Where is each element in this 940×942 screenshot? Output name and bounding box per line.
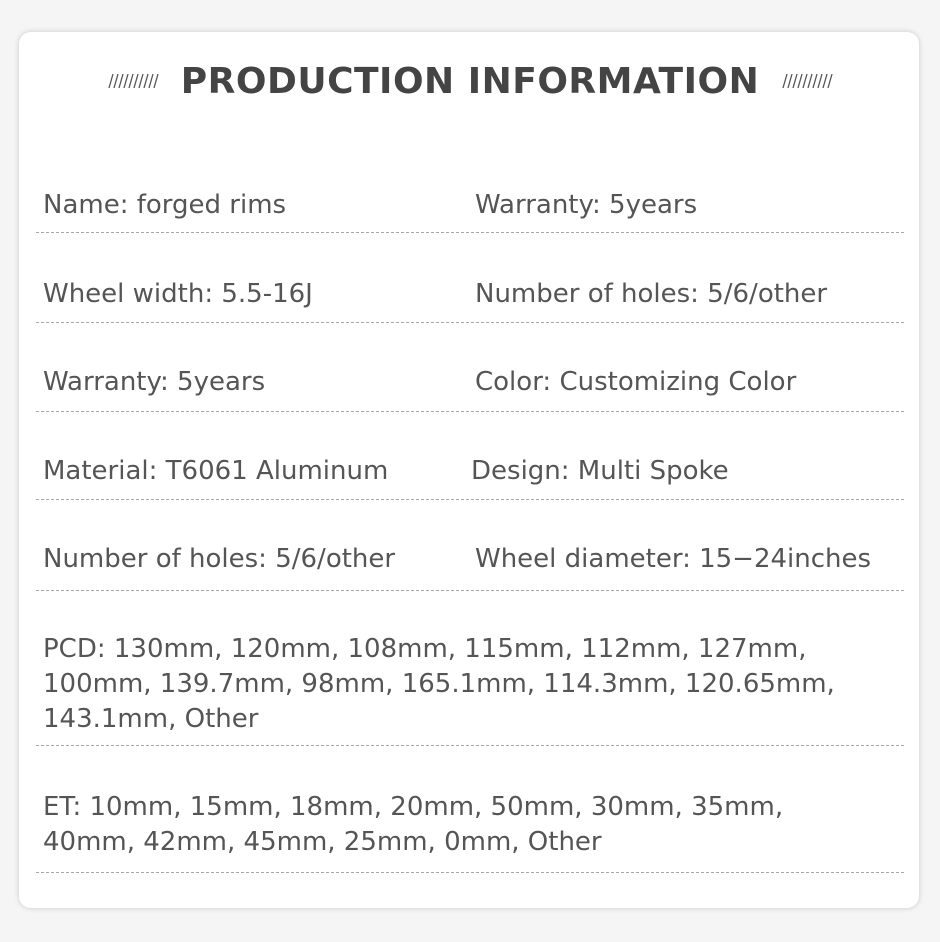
page-title: PRODUCTION INFORMATION (180, 60, 760, 102)
spec-warranty: Warranty: 5years (475, 190, 698, 220)
spec-design: Design: Multi Spoke (471, 456, 729, 486)
spec-wheel-diameter: Wheel diameter: 15−24inches (475, 544, 872, 574)
spec-pcd-line: PCD: 130mm, 120mm, 108mm, 115mm, 112mm, 127mm, (43, 634, 807, 664)
divider (36, 872, 904, 873)
hatch-decoration-left (107, 72, 159, 90)
spec-et-line: ET: 10mm, 15mm, 18mm, 20mm, 50mm, 30mm, 35mm, (43, 792, 784, 822)
spec-warranty: Warranty: 5years (43, 367, 266, 397)
divider (36, 745, 904, 746)
spec-wheel-width: Wheel width: 5.5-16J (43, 279, 313, 309)
spec-pcd-line: 143.1mm, Other (43, 704, 259, 734)
spec-et-line: 40mm, 42mm, 45mm, 25mm, 0mm, Other (43, 827, 602, 857)
spec-name: Name: forged rims (43, 190, 287, 220)
spec-number-of-holes: Number of holes: 5/6/other (475, 279, 828, 309)
spec-material: Material: T6061 Aluminum (43, 456, 389, 486)
divider (36, 590, 904, 591)
spec-color: Color: Customizing Color (475, 367, 797, 397)
divider (36, 499, 904, 500)
header (0, 56, 940, 106)
divider (36, 322, 904, 323)
divider (36, 411, 904, 412)
spec-pcd-line: 100mm, 139.7mm, 98mm, 165.1mm, 114.3mm, 120.65mm, (43, 669, 835, 699)
hatch-decoration-right (781, 72, 833, 90)
spec-number-of-holes: Number of holes: 5/6/other (43, 544, 396, 574)
divider (36, 232, 904, 233)
